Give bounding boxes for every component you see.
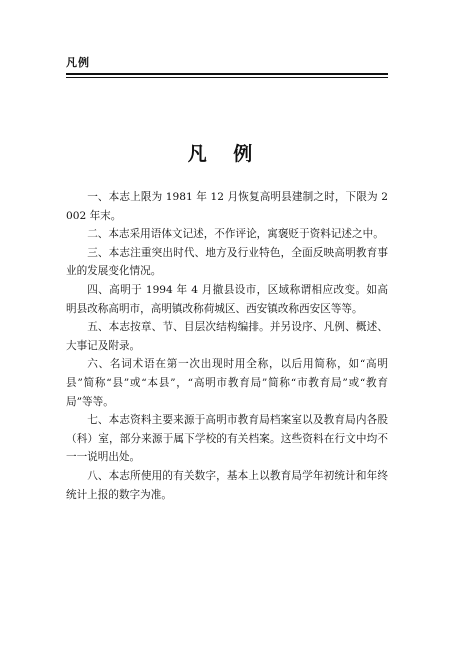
paragraph-4: 四、高明于 1994 年 4 月撤县设市，区域称谓相应改变。如高明县改称高明市，高明镇改称荷城区、西安镇改称西安区等等。 xyxy=(66,283,388,315)
page-title: 凡 例 xyxy=(187,143,263,165)
paragraph-5: 五、本志按章、节、目层次结构编排。并另设序、凡例、概述、大事记及附录。 xyxy=(66,321,388,352)
paragraph-1: 一、本志上限为 1981 年 12 月恢复高明县建制之时，下限为 2002 年末。 xyxy=(66,191,388,222)
header-rule-thin xyxy=(66,77,388,78)
body-text xyxy=(66,188,388,504)
running-head-title: 凡例 xyxy=(66,56,90,69)
paragraph-7: 七、本志资料主要来源于高明市教育局档案室以及教育局内各股（科）室，部分来源于属下学校的有关档案。这些资料在行文中均不一一说明出处。 xyxy=(66,414,388,464)
paragraph-8: 八、本志所使用的有关数字，基本上以教育局学年初统计和年终统计上报的数字为准。 xyxy=(66,469,388,501)
paragraph-6: 六、名词术语在第一次出现时用全称，以后用简称，如“高明县”简称“县”或“本县”，“高明市教育局”简称“市教育局”或“教育局”等等。 xyxy=(66,358,388,408)
paragraph-3: 三、本志注重突出时代、地方及行业特色，全面反映高明教育事业的发展变化情况。 xyxy=(66,246,388,278)
header-rule-thick xyxy=(66,73,388,75)
paragraph-2: 二、本志采用语体文记述，不作评论，寓褒贬于资料记述之中。 xyxy=(87,228,384,241)
